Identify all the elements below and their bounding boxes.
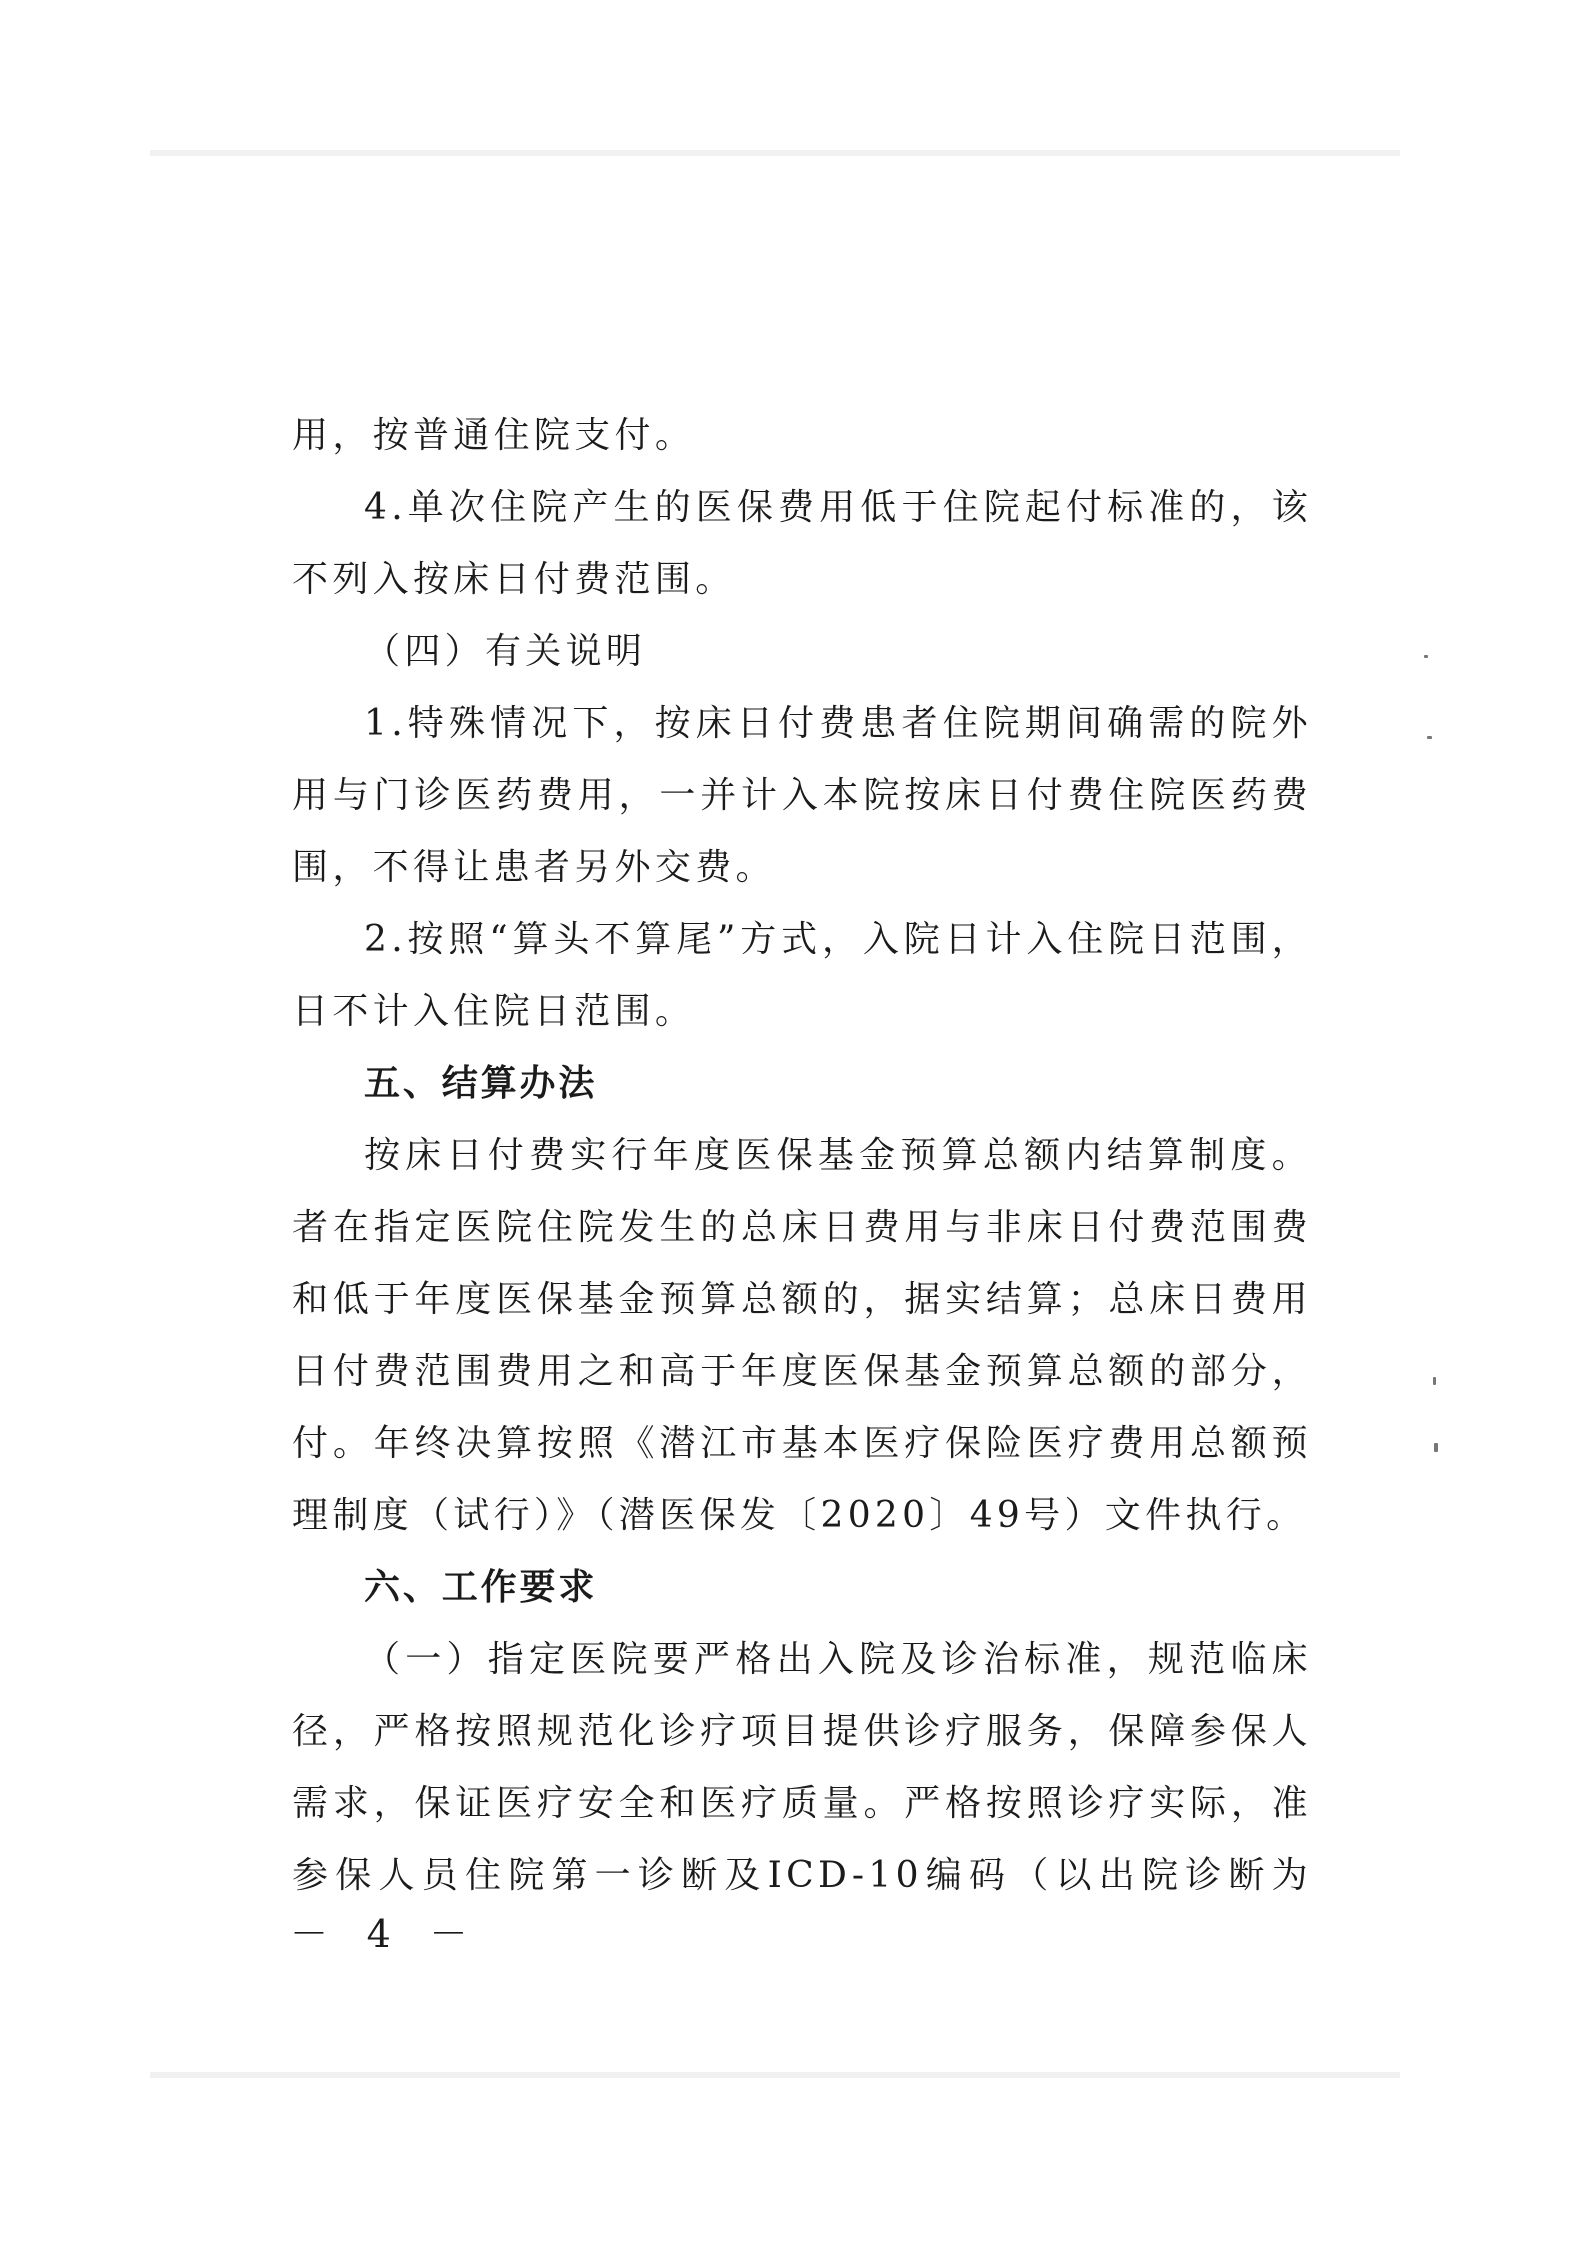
body-text-line: （一）指定医院要严格出入院及诊治标准，规范临床 — [364, 1639, 1312, 1680]
scan-bottom-shadow — [150, 2072, 1400, 2078]
body-text-line: 按床日付费实行年度医保基金预算总额内结算制度。 — [364, 1135, 1312, 1176]
body-text-line: 2.按照“算头不算尾”方式，入院日计入住院日范围， — [364, 919, 1312, 960]
body-text-line: 理制度（试行）》（潜医保发〔2020〕49号）文件执行。 — [292, 1495, 1307, 1536]
body-text-line: 者在指定医院住院发生的总床日费用与非床日付费范围费 — [292, 1207, 1312, 1248]
subsection-heading: （四）有关说明 — [364, 631, 647, 672]
section-heading-work-requirements: 六、工作要求 — [364, 1567, 598, 1608]
body-text-line: 用，按普通住院支付。 — [292, 415, 696, 456]
body-text-line: 4.单次住院产生的医保费用低于住院起付标准的，该 — [364, 487, 1312, 528]
scan-top-shadow — [150, 150, 1400, 156]
scan-speck — [1434, 1443, 1438, 1452]
scan-speck — [1427, 736, 1432, 739]
body-text-line: 付。年终决算按照《潜江市基本医疗保险医疗费用总额预 — [292, 1423, 1312, 1464]
body-text-line: 日不计入住院日范围。 — [292, 991, 696, 1032]
scan-speck — [1433, 1377, 1436, 1385]
page-number: － 4 － — [290, 1912, 481, 1956]
section-heading-settlement: 五、结算办法 — [364, 1063, 598, 1104]
body-text-line: 1.特殊情况下，按床日付费患者住院期间确需的院外 — [364, 703, 1312, 744]
body-text-line: 不列入按床日付费范围。 — [292, 559, 736, 600]
body-text-line: 日付费范围费用之和高于年度医保基金预算总额的部分， — [292, 1351, 1312, 1392]
body-text-line: 需求，保证医疗安全和医疗质量。严格按照诊疗实际，准 — [292, 1783, 1312, 1824]
body-text-line: 径，严格按照规范化诊疗项目提供诊疗服务，保障参保人 — [292, 1711, 1312, 1752]
body-text-line: 围，不得让患者另外交费。 — [292, 847, 776, 888]
scan-speck — [1424, 655, 1428, 658]
body-text-line: 和低于年度医保基金预算总额的，据实结算；总床日费用 — [292, 1279, 1312, 1320]
body-text-line: 用与门诊医药费用，一并计入本院按床日付费住院医药费 — [292, 775, 1312, 816]
body-text-line: 参保人员住院第一诊断及ICD-10编码（以出院诊断为 — [292, 1855, 1312, 1896]
